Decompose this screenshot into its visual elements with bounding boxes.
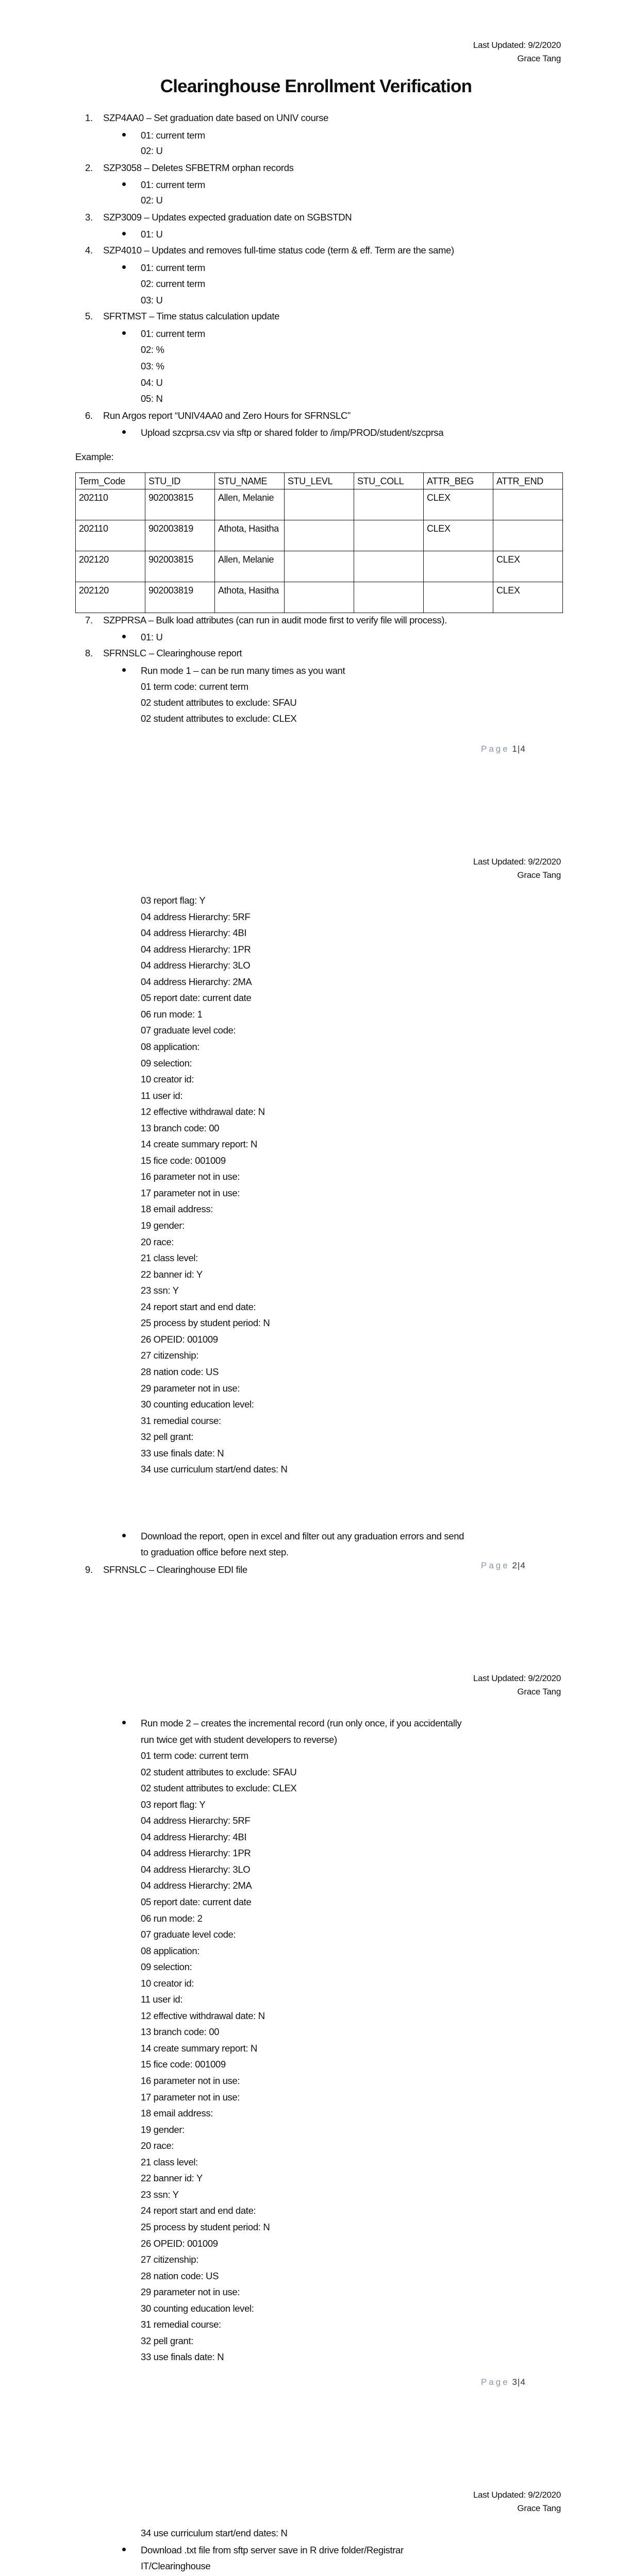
run-mode-2-param: 02 student attributes to exclude: SFAU <box>141 1766 297 1777</box>
run-mode-2-param: 05 report date: current date <box>141 1896 252 1907</box>
page-header <box>473 39 561 65</box>
step-4-param: 02: current term <box>141 278 205 289</box>
run-mode-2-param: 19 gender: <box>141 2124 185 2135</box>
run-mode-2-param: 32 pell grant: <box>141 2335 194 2346</box>
run-mode-2-param: 27 citizenship: <box>141 2254 198 2265</box>
run-mode-1-param: 16 parameter not in use: <box>141 1171 240 1182</box>
step-5-param: 01: current term <box>141 328 205 339</box>
step-number: 3. <box>85 212 93 223</box>
run-mode-2-param: 29 parameter not in use: <box>141 2286 240 2298</box>
last-updated: Last Updated: 9/2/2020 <box>473 857 561 867</box>
run-mode-1-param: 19 gender: <box>141 1220 185 1231</box>
page-footer <box>481 2377 526 2387</box>
step-7-param: 01: U <box>141 632 163 642</box>
step-4-param: 01: current term <box>141 262 205 273</box>
table-cell <box>493 520 563 551</box>
page-3 <box>0 1633 632 2450</box>
step-3-param: 01: U <box>141 229 163 240</box>
run-mode-2-param: 08 application: <box>141 1945 200 1956</box>
step-6-bullet: Upload szcprsa.csv via sftp or shared folder to /imp/PROD/student/szcprsa <box>141 427 444 438</box>
run-mode-1-param: 28 nation code: US <box>141 1366 219 1377</box>
table-cell: 902003819 <box>145 520 215 551</box>
table-row <box>76 520 563 551</box>
bullet-icon <box>122 1534 126 1537</box>
step-number: 5. <box>85 311 93 321</box>
table-cell <box>285 551 354 582</box>
run-mode-2-param: 10 creator id: <box>141 1977 194 1989</box>
run-mode-1-param: 29 parameter not in use: <box>141 1382 240 1394</box>
step-5-param: 03: % <box>141 361 164 371</box>
table-cell <box>285 520 354 551</box>
table-cell: 202110 <box>76 520 145 551</box>
run-mode-1-param: 13 branch code: 00 <box>141 1122 220 1133</box>
step-1: SZP4AA0 – Set graduation date based on UNIV course <box>103 112 329 123</box>
table-header-row <box>76 473 563 489</box>
page-header <box>473 2488 561 2515</box>
table-cell <box>424 551 493 582</box>
run-mode-2-bullet: Run mode 2 – creates the incremental record (run only once, if you accidentally <box>141 1718 462 1728</box>
table-cell <box>354 520 424 551</box>
run-mode-2-param: 33 use finals date: N <box>141 2351 224 2363</box>
run-mode-2-param: 34 use curriculum start/end dates: N <box>141 2528 288 2538</box>
table-row <box>76 489 563 520</box>
run-mode-2-param: 18 email address: <box>141 2108 213 2119</box>
table-cell: 202110 <box>76 489 145 520</box>
table-cell: 202120 <box>76 551 145 582</box>
run-mode-2-param: 26 OPEID: 001009 <box>141 2238 218 2249</box>
run-mode-1-param: 30 counting education level: <box>141 1399 254 1410</box>
step-2-param: 02: U <box>141 195 163 206</box>
run-mode-1-param: 24 report start and end date: <box>141 1301 256 1312</box>
column-header: Term_Code <box>76 473 145 489</box>
page-label: Page <box>481 2377 510 2387</box>
run-mode-2-param: 12 effective withdrawal date: N <box>141 2010 265 2021</box>
page-2 <box>0 817 632 1633</box>
run-mode-2-param: 15 fice code: 001009 <box>141 2059 226 2070</box>
run-mode-2-param: 14 create summary report: N <box>141 2042 257 2054</box>
table-cell: Allen, Melanie <box>215 551 285 582</box>
step-9: SFRNSLC – Clearinghouse EDI file <box>103 1564 247 1575</box>
table-cell <box>354 489 424 520</box>
run-mode-2-param: 04 address Hierarchy: 3LO <box>141 1863 251 1875</box>
example-label: Example: <box>75 451 114 462</box>
page-1 <box>0 0 632 817</box>
run-mode-1-param: 04 address Hierarchy: 4BI <box>141 927 247 939</box>
run-mode-1-param: 32 pell grant: <box>141 1431 194 1443</box>
table-cell <box>285 582 354 613</box>
run-mode-1-param: 07 graduate level code: <box>141 1025 236 1036</box>
bullet-icon <box>122 133 126 137</box>
run-mode-1-param: 21 class level: <box>141 1252 198 1264</box>
run-mode-1-param: 02 student attributes to exclude: CLEX <box>141 713 297 724</box>
run-mode-2-param: 07 graduate level code: <box>141 1929 236 1940</box>
table-cell: CLEX <box>424 489 493 520</box>
bullet-icon <box>122 635 126 638</box>
run-mode-1-param: 08 application: <box>141 1041 200 1052</box>
step-7: SZPPRSA – Bulk load attributes (can run in audit mode first to verify file will process). <box>103 615 447 625</box>
run-mode-1-param: 05 report date: current date <box>141 992 252 1004</box>
run-mode-1-param: 33 use finals date: N <box>141 1447 224 1459</box>
page-footer <box>481 1561 526 1571</box>
step-8: SFRNSLC – Clearinghouse report <box>103 648 242 658</box>
table-cell: CLEX <box>493 551 563 582</box>
bullet-icon <box>122 232 126 235</box>
step-number: 4. <box>85 245 93 256</box>
table-cell: 902003815 <box>145 551 215 582</box>
bullet-icon <box>122 331 126 335</box>
page-separator: | <box>517 1561 521 1570</box>
run-mode-2-param: 04 address Hierarchy: 5RF <box>141 1815 251 1826</box>
step-5-param: 05: N <box>141 393 163 404</box>
table-cell: Athota, Hasitha <box>215 520 285 551</box>
document-title: Clearinghouse Enrollment Verification <box>160 76 472 96</box>
step-number: 9. <box>85 1564 93 1575</box>
step-1-param: 02: U <box>141 145 163 156</box>
last-updated: Last Updated: 9/2/2020 <box>473 40 561 50</box>
author: Grace Tang <box>517 2503 561 2513</box>
step-number: 7. <box>85 615 93 625</box>
run-mode-1-param: 04 address Hierarchy: 5RF <box>141 911 251 922</box>
run-mode-1-bullet: Run mode 1 – can be run many times as you want <box>141 665 345 676</box>
page-total: 4 <box>520 1561 526 1570</box>
run-mode-2-param: 22 banner id: Y <box>141 2173 203 2184</box>
step-4-param: 03: U <box>141 295 163 306</box>
step-number: 6. <box>85 410 93 421</box>
author: Grace Tang <box>517 870 561 880</box>
run-mode-2-param: 09 selection: <box>141 1961 192 1973</box>
bullet-icon <box>122 430 126 434</box>
column-header: STU_LEVL <box>285 473 354 489</box>
run-mode-2-param: 04 address Hierarchy: 4BI <box>141 1831 247 1842</box>
table-cell: 902003815 <box>145 489 215 520</box>
bullet-icon <box>122 668 126 672</box>
author: Grace Tang <box>517 1687 561 1697</box>
run-mode-2-param: 17 parameter not in use: <box>141 2091 240 2103</box>
run-mode-2-param: 04 address Hierarchy: 2MA <box>141 1880 252 1891</box>
run-mode-1-param: 15 fice code: 001009 <box>141 1155 226 1166</box>
run-mode-2-param: 01 term code: current term <box>141 1750 248 1761</box>
table-cell <box>493 489 563 520</box>
run-mode-2-param: 11 user id: <box>141 1994 183 2005</box>
page-4 <box>0 2450 632 2576</box>
table-cell: Allen, Melanie <box>215 489 285 520</box>
page-label: Page <box>481 1561 510 1570</box>
step-1-param: 01: current term <box>141 130 205 141</box>
run-mode-1-param: 12 effective withdrawal date: N <box>141 1106 265 1117</box>
run-mode-2-param: 24 report start and end date: <box>141 2205 256 2216</box>
run-mode-1-param: 11 user id: <box>141 1090 183 1101</box>
run-mode-1-param: 22 banner id: Y <box>141 1268 203 1280</box>
download-report-bullet: Download the report, open in excel and filter out any graduation errors and send <box>141 1531 464 1541</box>
last-updated: Last Updated: 9/2/2020 <box>473 2490 561 2500</box>
author: Grace Tang <box>517 54 561 63</box>
table-cell: Athota, Hasitha <box>215 582 285 613</box>
run-mode-1-param: 31 remedial course: <box>141 1415 221 1426</box>
step-number: 2. <box>85 162 93 173</box>
run-mode-1-param: 10 creator id: <box>141 1074 194 1085</box>
bullet-icon <box>122 2548 126 2551</box>
bullet-icon <box>122 265 126 269</box>
run-mode-1-param: 25 process by student period: N <box>141 1317 270 1329</box>
page-total: 4 <box>520 744 526 754</box>
step-number: 8. <box>85 648 93 658</box>
table-row <box>76 551 563 582</box>
download-txt-bullet-cont: IT/Clearinghouse <box>141 2561 211 2571</box>
run-mode-1-param: 17 parameter not in use: <box>141 1187 240 1198</box>
step-4: SZP4010 – Updates and removes full-time status code (term & eff. Term are the same) <box>103 245 454 256</box>
run-mode-2-param: 04 address Hierarchy: 1PR <box>141 1848 251 1859</box>
run-mode-1-param: 14 create summary report: N <box>141 1139 257 1150</box>
run-mode-1-param: 04 address Hierarchy: 2MA <box>141 976 252 987</box>
bullet-icon <box>122 182 126 186</box>
step-number: 1. <box>85 112 93 123</box>
run-mode-1-param: 27 citizenship: <box>141 1350 198 1361</box>
run-mode-1-param: 03 report flag: Y <box>141 895 206 906</box>
step-5-param: 02: % <box>141 344 164 355</box>
page-separator: | <box>517 744 521 754</box>
run-mode-2-param: 16 parameter not in use: <box>141 2075 240 2086</box>
table-cell: CLEX <box>493 582 563 613</box>
run-mode-2-param: 06 run mode: 2 <box>141 1912 203 1924</box>
run-mode-1-param: 26 OPEID: 001009 <box>141 1333 218 1345</box>
table-cell: 902003819 <box>145 582 215 613</box>
table-cell: 202120 <box>76 582 145 613</box>
step-3: SZP3009 – Updates expected graduation date on SGBSTDN <box>103 212 352 223</box>
run-mode-1-param: 04 address Hierarchy: 3LO <box>141 960 251 971</box>
step-5: SFRTMST – Time status calculation update <box>103 311 280 321</box>
table-cell: CLEX <box>424 520 493 551</box>
run-mode-2-param: 20 race: <box>141 2140 174 2151</box>
last-updated: Last Updated: 9/2/2020 <box>473 1673 561 1683</box>
step-2-param: 01: current term <box>141 179 205 190</box>
column-header: STU_ID <box>145 473 215 489</box>
bullet-icon <box>122 1721 126 1724</box>
page-header <box>473 855 561 882</box>
run-mode-1-param: 01 term code: current term <box>141 681 248 692</box>
column-header: STU_COLL <box>354 473 424 489</box>
table-cell <box>285 489 354 520</box>
run-mode-2-param: 03 report flag: Y <box>141 1799 206 1810</box>
download-report-bullet-cont: to graduation office before next step. <box>141 1547 289 1557</box>
page-number: 1 <box>512 744 518 754</box>
step-5-param: 04: U <box>141 377 163 388</box>
step-6: Run Argos report “UNIV4AA0 and Zero Hours for SFRNSLC” <box>103 410 351 421</box>
page-total: 4 <box>520 2377 526 2387</box>
table-row <box>76 582 563 613</box>
run-mode-2-param: 21 class level: <box>141 2156 198 2167</box>
page-separator: | <box>517 2377 521 2387</box>
run-mode-2-param: 30 counting education level: <box>141 2302 254 2314</box>
page-number: 2 <box>512 1561 518 1570</box>
page-header <box>473 1672 561 1699</box>
run-mode-2-param: 28 nation code: US <box>141 2270 219 2281</box>
table-cell <box>424 582 493 613</box>
column-header: ATTR_END <box>493 473 563 489</box>
run-mode-1-param: 18 email address: <box>141 1204 213 1215</box>
run-mode-1-param: 06 run mode: 1 <box>141 1008 203 1020</box>
example-table <box>75 472 563 613</box>
run-mode-2-param: 31 remedial course: <box>141 2319 221 2330</box>
run-mode-1-param: 34 use curriculum start/end dates: N <box>141 1464 288 1475</box>
run-mode-1-param: 02 student attributes to exclude: SFAU <box>141 697 297 708</box>
column-header: STU_NAME <box>215 473 285 489</box>
run-mode-2-param: 23 ssn: Y <box>141 2189 179 2200</box>
run-mode-1-param: 04 address Hierarchy: 1PR <box>141 943 251 955</box>
run-mode-2-param: 25 process by student period: N <box>141 2221 270 2232</box>
run-mode-2-param: 02 student attributes to exclude: CLEX <box>141 1783 297 1794</box>
download-txt-bullet: Download .txt file from sftp server save in R drive folder/Registrar <box>141 2545 404 2555</box>
run-mode-2-bullet-cont: run twice get with student developers to reverse) <box>141 1734 337 1745</box>
run-mode-2-param: 13 branch code: 00 <box>141 2026 220 2038</box>
column-header: ATTR_BEG <box>424 473 493 489</box>
run-mode-1-param: 20 race: <box>141 1236 174 1247</box>
page-footer <box>481 744 526 754</box>
page-number: 3 <box>512 2377 518 2387</box>
run-mode-1-param: 09 selection: <box>141 1057 192 1069</box>
table-cell <box>354 551 424 582</box>
run-mode-1-param: 23 ssn: Y <box>141 1285 179 1296</box>
page-label: Page <box>481 744 510 754</box>
table-cell <box>354 582 424 613</box>
step-2: SZP3058 – Deletes SFBETRM orphan records <box>103 162 294 173</box>
